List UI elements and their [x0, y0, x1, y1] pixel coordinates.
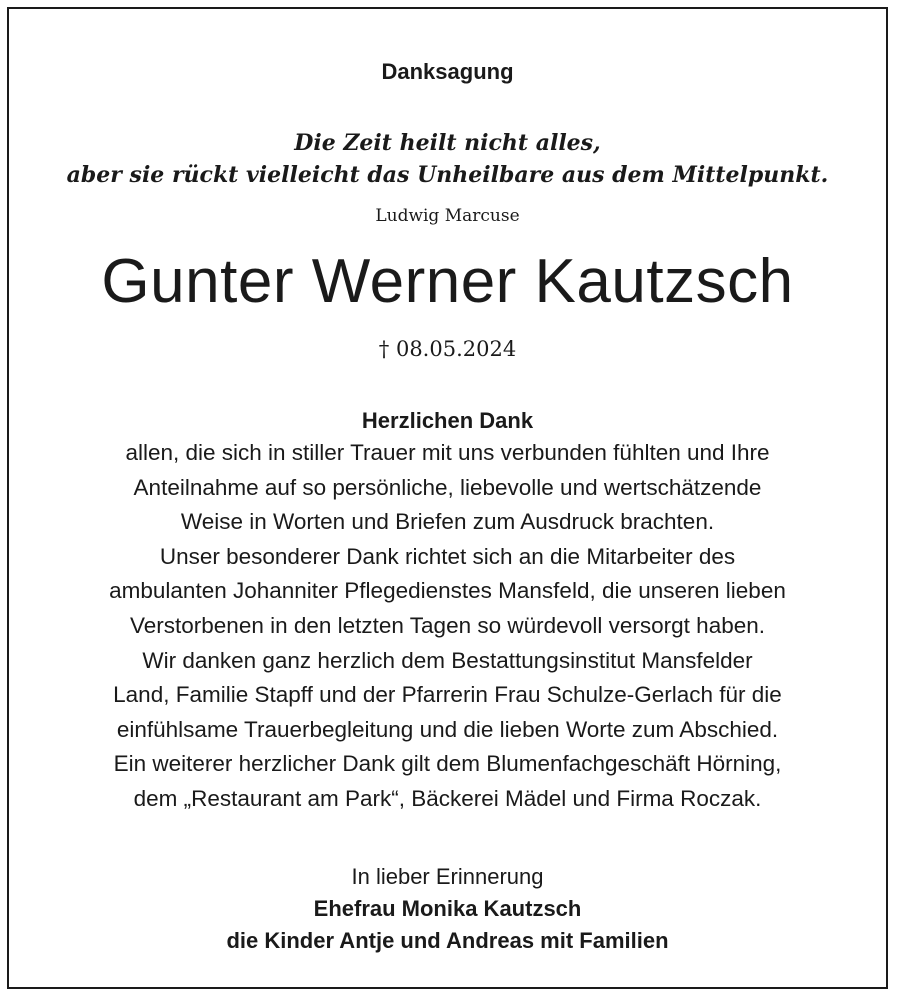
quote-author: Ludwig Marcuse — [375, 206, 520, 226]
thanks-line: Verstorbenen in den letzten Tagen so würdevoll versorgt haben. — [130, 612, 765, 638]
closing-family: die Kinder Antje und Andreas mit Familien — [226, 928, 669, 953]
quote-line-2: aber sie rückt vielleicht das Unheilbare aus dem Mittelpunkt. — [66, 162, 829, 188]
thanks-line: Ein weiterer herzlicher Dank gilt dem Blumenfachgeschäft Hörning, — [113, 751, 782, 777]
thanks-line: ambulanten Johanniter Pflegedienstes Mansfeld, die unseren lieben — [109, 578, 786, 604]
quote — [9, 127, 886, 191]
thanks-line: dem „Restaurant am Park“, Bäckerei Mädel und Firma Roczak. — [133, 785, 762, 811]
thanks-text — [9, 436, 886, 817]
closing-intro: In lieber Erinnerung — [351, 864, 544, 889]
closing-block — [9, 861, 886, 957]
deceased-name: Gunter Werner Kautzsch — [101, 247, 794, 316]
notice-heading: Danksagung — [381, 59, 514, 84]
closing-spouse: Ehefrau Monika Kautzsch — [313, 896, 582, 921]
thanks-line: Wir danken ganz herzlich dem Bestattungsinstitut Mansfelder — [142, 647, 753, 673]
thanks-line: Weise in Worten und Briefen zum Ausdruck brachten. — [180, 509, 715, 535]
death-date: † 08.05.2024 — [378, 337, 517, 361]
thanks-title: Herzlichen Dank — [361, 408, 534, 433]
thanks-line: allen, die sich in stiller Trauer mit uns verbunden fühlten und Ihre — [125, 440, 770, 465]
thanks-line: Unser besonderer Dank richtet sich an die Mitarbeiter des — [159, 543, 736, 569]
quote-line-1: Die Zeit heilt nicht alles, — [294, 130, 601, 156]
obituary-notice — [7, 7, 888, 989]
thanks-line: einfühlsame Trauerbegleitung und die lieben Worte zum Abschied. — [116, 716, 779, 742]
thanks-line: Land, Familie Stapff und der Pfarrerin Frau Schulze-Gerlach für die — [113, 682, 782, 708]
thanks-line: Anteilnahme auf so persönliche, liebevolle und wertschätzende — [133, 474, 762, 500]
